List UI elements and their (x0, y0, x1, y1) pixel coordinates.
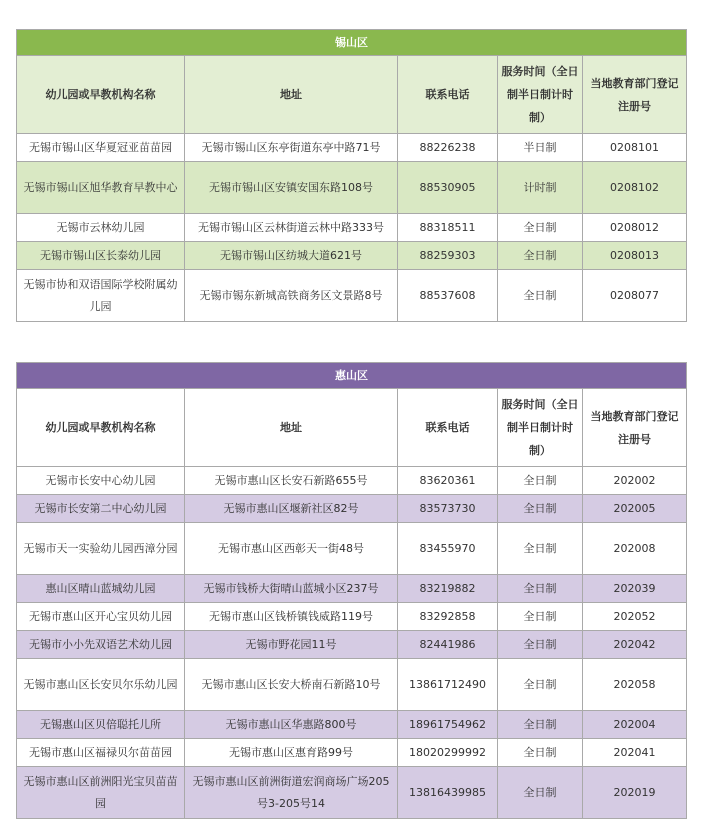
cell-address: 无锡市惠山区前洲街道宏润商场广场205号3-205号14 (185, 767, 398, 819)
cell-phone: 83620361 (398, 467, 498, 495)
table-row (17, 214, 687, 242)
cell-phone: 83219882 (398, 575, 498, 603)
table-row (17, 523, 687, 575)
cell-registration-no: 202058 (583, 659, 687, 711)
cell-registration-no: 202041 (583, 739, 687, 767)
column-header-registration-no: 当地教育部门登记注册号 (583, 56, 687, 134)
cell-address: 无锡市惠山区惠育路99号 (185, 739, 398, 767)
cell-address: 无锡市锡山区安镇安国东路108号 (185, 162, 398, 214)
cell-name: 无锡市惠山区福禄贝尔苗苗园 (17, 739, 185, 767)
cell-registration-no: 0208102 (583, 162, 687, 214)
cell-registration-no: 202005 (583, 495, 687, 523)
huishan-table (16, 362, 687, 819)
table-row (17, 739, 687, 767)
cell-address: 无锡市锡山区云林街道云林中路333号 (185, 214, 398, 242)
cell-name: 无锡市协和双语国际学校附属幼儿园 (17, 270, 185, 322)
column-header-service-time: 服务时间（全日制半日制计时制） (498, 56, 583, 134)
cell-registration-no: 202052 (583, 603, 687, 631)
cell-service-time: 计时制 (498, 162, 583, 214)
column-header-name: 幼儿园或早教机构名称 (17, 56, 185, 134)
cell-name: 无锡市长安中心幼儿园 (17, 467, 185, 495)
cell-name: 无锡惠山区贝倍聪托儿所 (17, 711, 185, 739)
cell-address: 无锡市惠山区西彰天一街48号 (185, 523, 398, 575)
table-row (17, 162, 687, 214)
section-title: 锡山区 (17, 30, 687, 56)
cell-service-time: 全日制 (498, 214, 583, 242)
column-header-address: 地址 (185, 389, 398, 467)
cell-service-time: 全日制 (498, 767, 583, 819)
cell-service-time: 全日制 (498, 631, 583, 659)
cell-phone: 88318511 (398, 214, 498, 242)
cell-service-time: 全日制 (498, 495, 583, 523)
cell-registration-no: 202039 (583, 575, 687, 603)
table-row (17, 711, 687, 739)
cell-service-time: 全日制 (498, 603, 583, 631)
column-header-phone: 联系电话 (398, 56, 498, 134)
cell-phone: 83455970 (398, 523, 498, 575)
cell-name: 无锡市惠山区长安贝尔乐幼儿园 (17, 659, 185, 711)
xishan-table (16, 29, 687, 322)
cell-registration-no: 0208101 (583, 134, 687, 162)
column-header-registration-no: 当地教育部门登记注册号 (583, 389, 687, 467)
cell-name: 无锡市惠山区前洲阳光宝贝苗苗园 (17, 767, 185, 819)
cell-service-time: 全日制 (498, 711, 583, 739)
cell-address: 无锡市锡山区东亭街道东亭中路71号 (185, 134, 398, 162)
cell-address: 无锡市惠山区堰新社区82号 (185, 495, 398, 523)
cell-registration-no: 0208077 (583, 270, 687, 322)
cell-registration-no: 0208012 (583, 214, 687, 242)
cell-name: 无锡市锡山区旭华教育早教中心 (17, 162, 185, 214)
cell-phone: 13816439985 (398, 767, 498, 819)
cell-name: 无锡市锡山区长泰幼儿园 (17, 242, 185, 270)
cell-registration-no: 202002 (583, 467, 687, 495)
cell-address: 无锡市惠山区长安石新路655号 (185, 467, 398, 495)
cell-address: 无锡市锡山区纺城大道621号 (185, 242, 398, 270)
cell-name: 惠山区晴山蓝城幼儿园 (17, 575, 185, 603)
cell-service-time: 全日制 (498, 523, 583, 575)
cell-address: 无锡市惠山区钱桥镇钱威路119号 (185, 603, 398, 631)
cell-phone: 83573730 (398, 495, 498, 523)
cell-registration-no: 202019 (583, 767, 687, 819)
table-row (17, 495, 687, 523)
column-header-address: 地址 (185, 56, 398, 134)
table-row (17, 270, 687, 322)
table-row (17, 631, 687, 659)
column-header-phone: 联系电话 (398, 389, 498, 467)
cell-name: 无锡市云林幼儿园 (17, 214, 185, 242)
cell-phone: 82441986 (398, 631, 498, 659)
table-row (17, 575, 687, 603)
table-row (17, 767, 687, 819)
cell-phone: 88537608 (398, 270, 498, 322)
cell-service-time: 全日制 (498, 659, 583, 711)
cell-address: 无锡市惠山区华惠路800号 (185, 711, 398, 739)
cell-address: 无锡市野花园11号 (185, 631, 398, 659)
cell-name: 无锡市惠山区开心宝贝幼儿园 (17, 603, 185, 631)
column-header-name: 幼儿园或早教机构名称 (17, 389, 185, 467)
cell-phone: 88259303 (398, 242, 498, 270)
cell-service-time: 全日制 (498, 575, 583, 603)
cell-phone: 18961754962 (398, 711, 498, 739)
section-title: 惠山区 (17, 363, 687, 389)
table-row (17, 659, 687, 711)
cell-registration-no: 202004 (583, 711, 687, 739)
cell-name: 无锡市锡山区华夏冠亚苗苗园 (17, 134, 185, 162)
cell-address: 无锡市锡东新城高铁商务区文景路8号 (185, 270, 398, 322)
cell-phone: 13861712490 (398, 659, 498, 711)
cell-service-time: 半日制 (498, 134, 583, 162)
table-row (17, 603, 687, 631)
table-row (17, 242, 687, 270)
table-row (17, 467, 687, 495)
cell-registration-no: 202042 (583, 631, 687, 659)
cell-phone: 18020299992 (398, 739, 498, 767)
cell-phone: 88226238 (398, 134, 498, 162)
cell-registration-no: 0208013 (583, 242, 687, 270)
cell-service-time: 全日制 (498, 270, 583, 322)
cell-name: 无锡市长安第二中心幼儿园 (17, 495, 185, 523)
cell-address: 无锡市惠山区长安大桥南石新路10号 (185, 659, 398, 711)
cell-phone: 83292858 (398, 603, 498, 631)
cell-service-time: 全日制 (498, 739, 583, 767)
cell-service-time: 全日制 (498, 467, 583, 495)
cell-registration-no: 202008 (583, 523, 687, 575)
column-header-service-time: 服务时间（全日制半日制计时制） (498, 389, 583, 467)
table-row (17, 134, 687, 162)
cell-name: 无锡市小小先双语艺术幼儿园 (17, 631, 185, 659)
cell-service-time: 全日制 (498, 242, 583, 270)
cell-address: 无锡市钱桥大街晴山蓝城小区237号 (185, 575, 398, 603)
cell-name: 无锡市天一实验幼儿园西漳分园 (17, 523, 185, 575)
cell-phone: 88530905 (398, 162, 498, 214)
